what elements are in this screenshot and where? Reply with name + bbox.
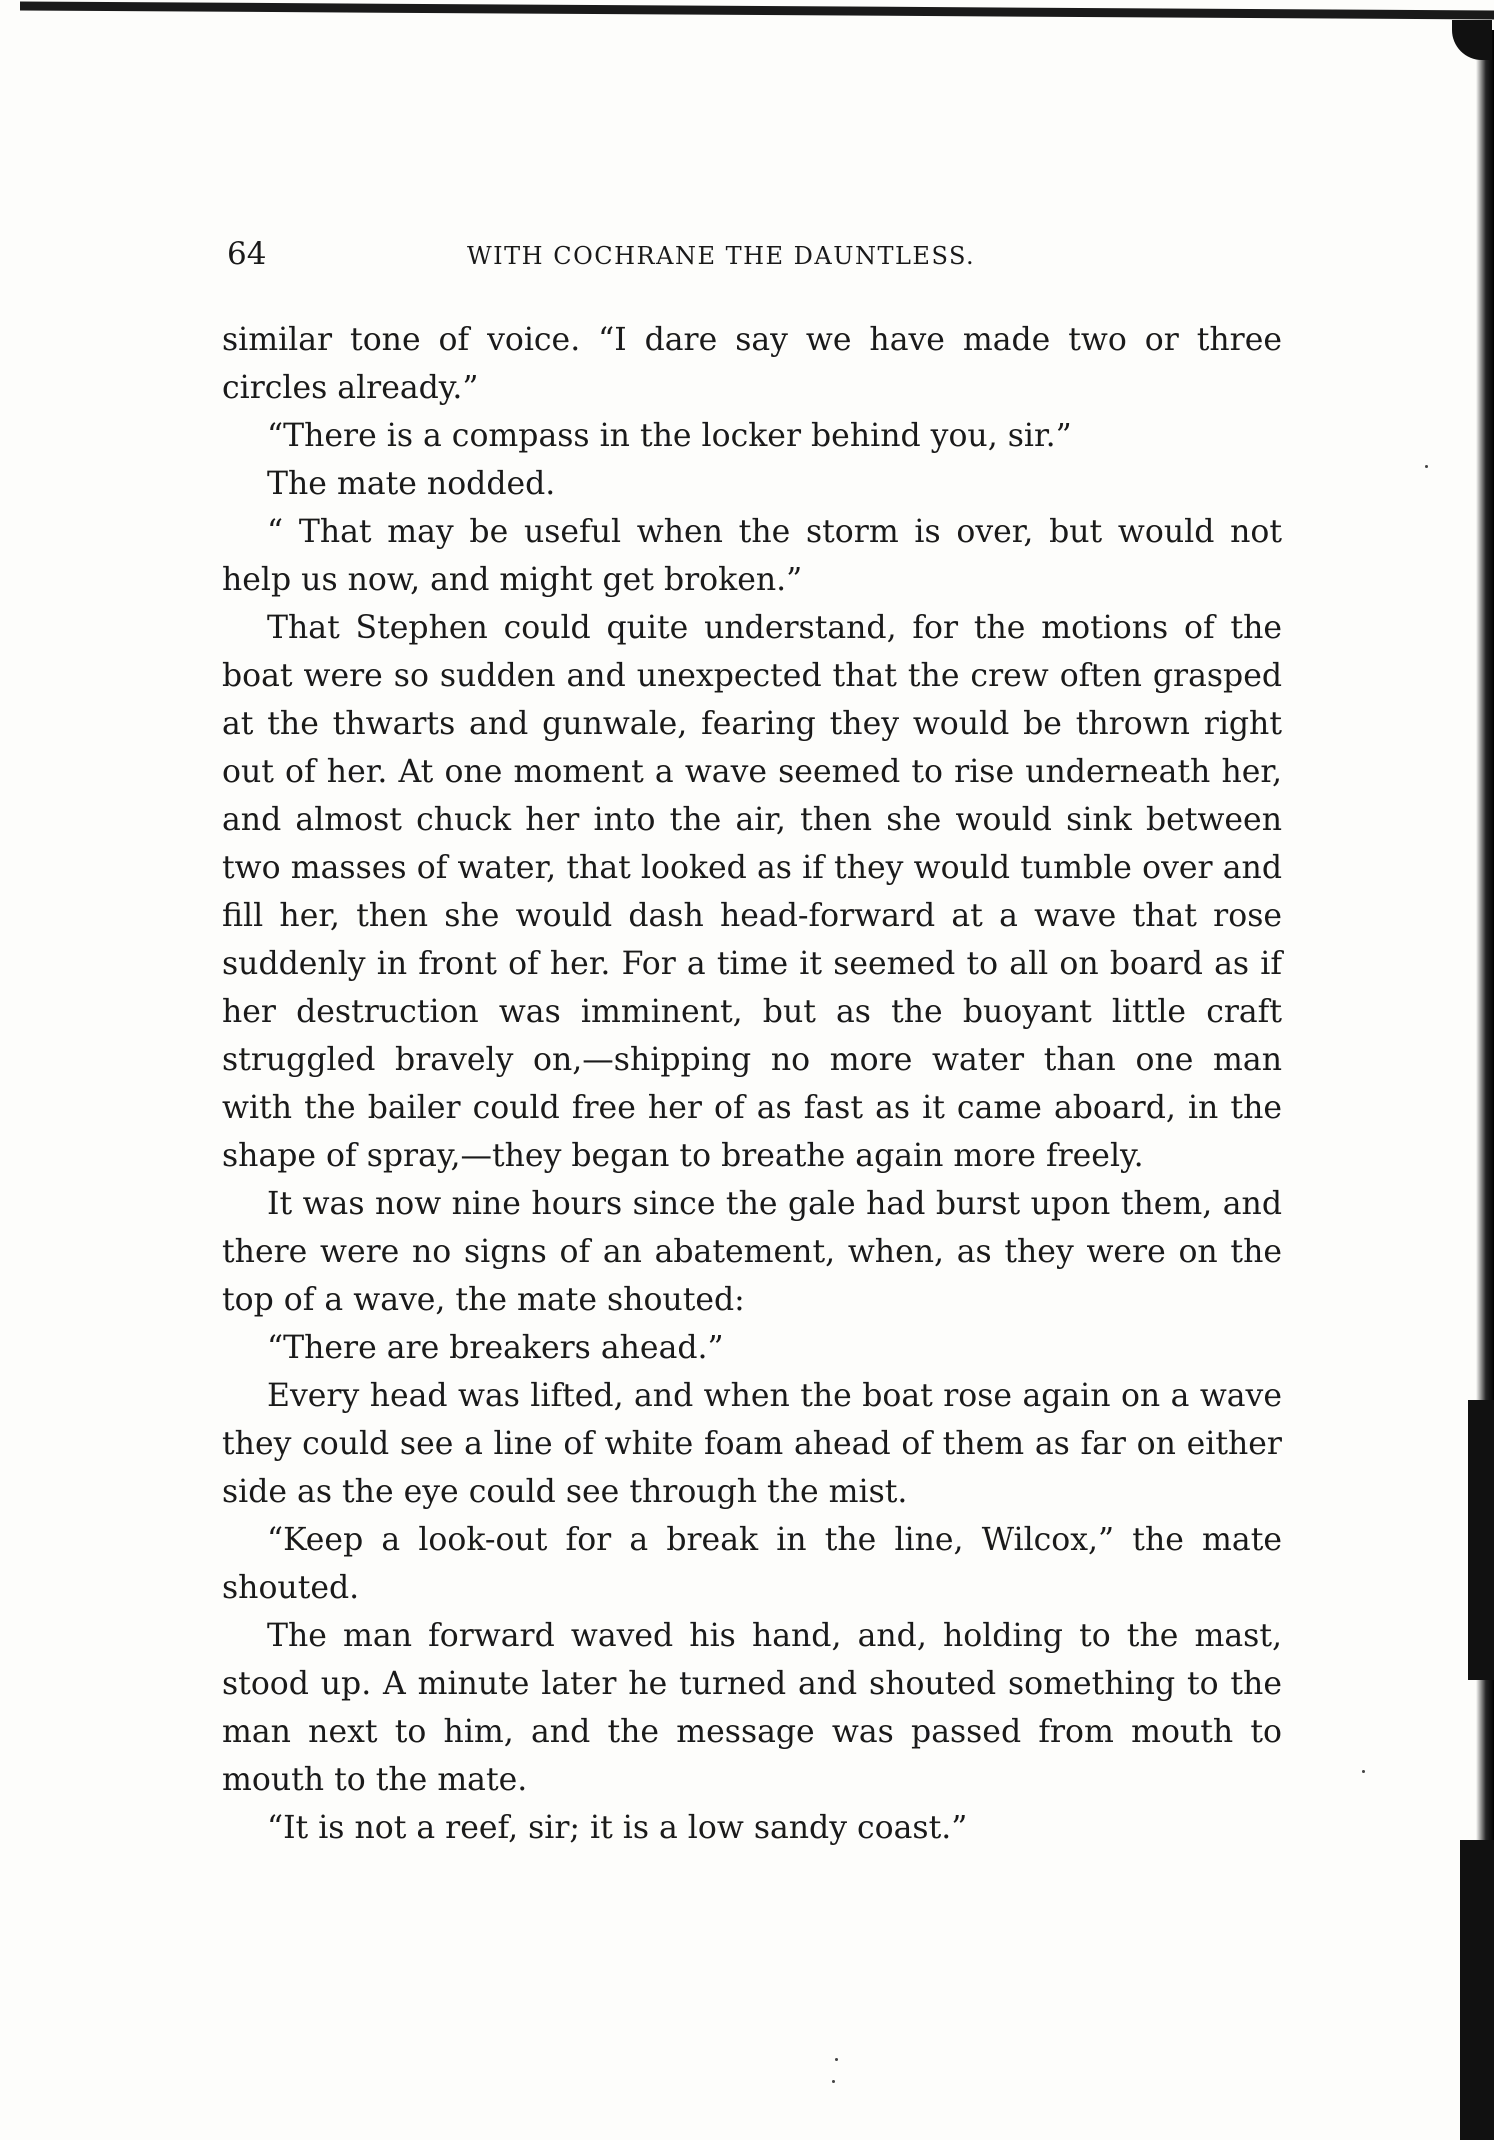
paragraph: Every head was lifted, and when the boat rose again on a wave they could see a line of white foam ahead of them as far on either side as the eye could see through the mist. — [222, 1378, 1282, 1510]
right-edge-shadow — [1476, 30, 1494, 2130]
ink-speck — [1362, 1770, 1365, 1773]
page-number: 64 — [227, 236, 267, 272]
paragraph: The man forward waved his hand, and, holding to the mast, stood up. A minute later he turned and shouted something to the man next to him, and the message was passed from mouth to mouth to the mate. — [222, 1618, 1282, 1798]
running-title: WITH COCHRANE THE DAUNTLESS. — [467, 242, 976, 270]
edge-blot — [1468, 1400, 1494, 1680]
body-text — [222, 316, 1282, 1852]
edge-blot — [1460, 1840, 1494, 2140]
edge-blot — [1452, 20, 1492, 60]
ink-speck — [1425, 465, 1428, 468]
top-edge-rule — [20, 1, 1494, 19]
page-header — [227, 236, 1062, 286]
paragraph: “It is not a reef, sir; it is a low sandy coast.” — [267, 1810, 968, 1846]
paragraph: “Keep a look-out for a break in the line, Wilcox,” the mate shouted. — [222, 1522, 1282, 1606]
paragraph: “There is a compass in the locker behind you, sir.” — [267, 418, 1072, 454]
paragraph: “There are breakers ahead.” — [267, 1330, 724, 1366]
paragraph: It was now nine hours since the gale had burst upon them, and there were no signs of an abatement, when, as they were on the top of a wave, the mate shouted: — [222, 1186, 1282, 1318]
ink-speck — [832, 2080, 835, 2083]
paragraph: That Stephen could quite understand, for the motions of the boat were so sudden and unexpected that the crew often grasped at the thwarts and gunwale, fearing they would be thrown right out of her. At one moment a wave seemed to rise underneath her, and almost chuck her into the air, then she would sink between two masses of water, that looked as if they would tumble over and fill her, then she would dash head-forward at a wave that rose suddenly in front of her. For a time it seemed to all on board as if her destruction was imminent, but as the buoyant little craft struggled bravely on,—shipping no more water than one man with the bailer could free her of as fast as it came aboard, in the shape of spray,—they began to breathe again more freely. — [222, 610, 1282, 1174]
paragraph: similar tone of voice. “I dare say we have made two or three circles already.” — [222, 322, 1282, 406]
paragraph: “ That may be useful when the storm is over, but would not help us now, and might get broken.” — [222, 514, 1282, 598]
paragraph: The mate nodded. — [267, 466, 556, 502]
ink-speck — [835, 2058, 838, 2061]
